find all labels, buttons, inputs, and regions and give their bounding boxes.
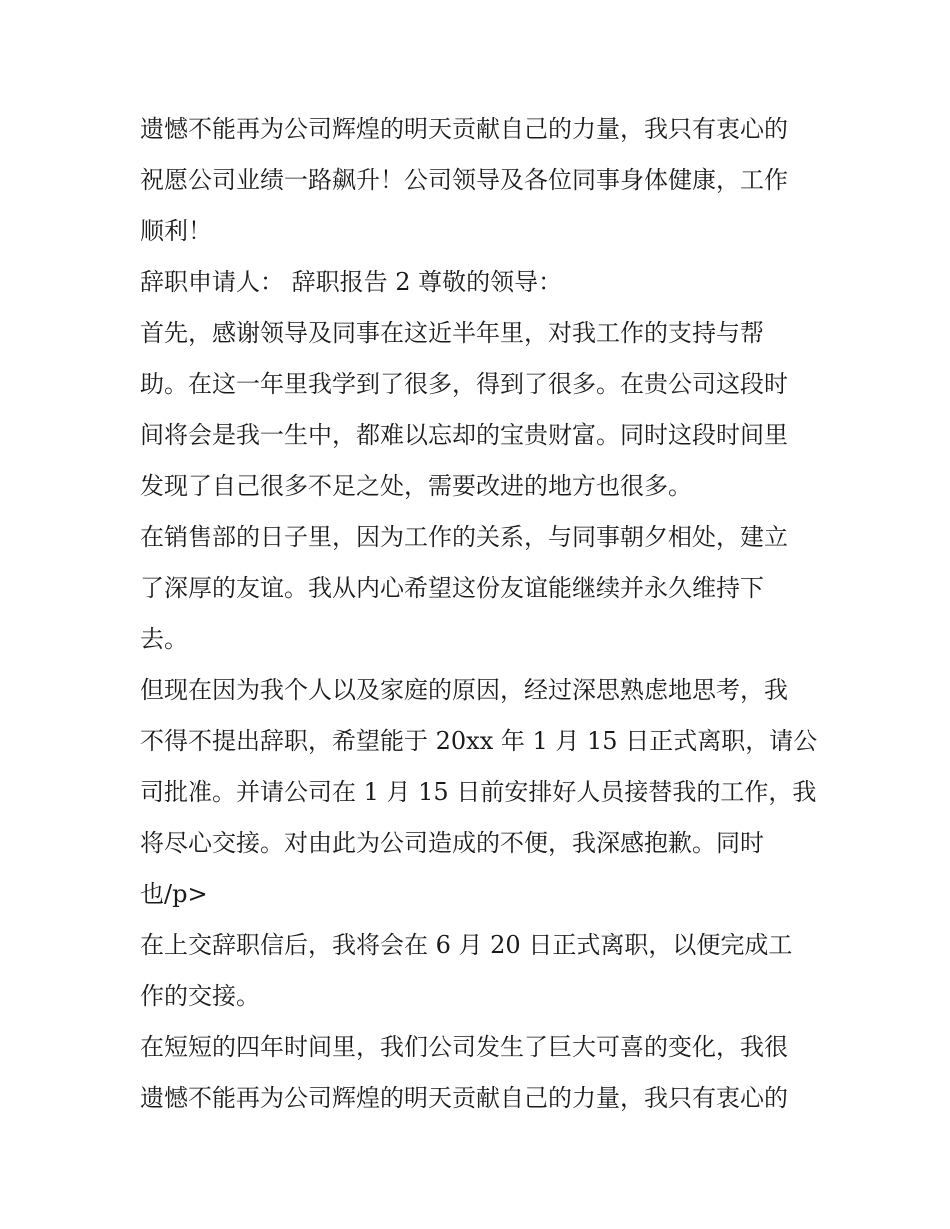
text-line: 在短短的四年时间里，我们公司发生了巨大可喜的变化，我很 <box>140 1033 788 1061</box>
text-line: 但现在因为我个人以及家庭的原因，经过深思熟虑地思考，我 <box>140 676 788 704</box>
paragraph-handover <box>140 920 820 1022</box>
text-line: 不得不提出辞职，希望能于 20xx 年 1 月 15 日正式离职，请公 <box>140 727 818 755</box>
text-line: 将尽心交接。对由此为公司造成的不便，我深感抱歉。同时 <box>140 829 764 857</box>
text-line: 在销售部的日子里，因为工作的关系，与同事朝夕相处，建立 <box>140 523 788 551</box>
paragraph-company-change <box>140 1022 820 1124</box>
text-line: 司批准。并请公司在 1 月 15 日前安排好人员接替我的工作，我 <box>140 778 817 806</box>
text-line: 在上交辞职信后，我将会在 6 月 20 日正式离职，以便完成工 <box>140 931 793 959</box>
paragraph-closing-wishes <box>140 104 820 257</box>
text-line: 祝愿公司业绩一路飙升！公司领导及各位同事身体健康，工作 <box>140 166 788 194</box>
paragraph-friendship <box>140 512 820 665</box>
paragraph-thanks <box>140 308 820 512</box>
text-line: 顺利！ <box>140 217 212 245</box>
text-line: 遗憾不能再为公司辉煌的明天贡献自己的力量，我只有衷心的 <box>140 1084 788 1112</box>
paragraph-signature-heading <box>140 257 820 308</box>
text-line: 间将会是我一生中，都难以忘却的宝贵财富。同时这段时间里 <box>140 421 788 449</box>
text-line: 辞职申请人： 辞职报告 2 尊敬的领导： <box>140 268 563 296</box>
text-line: 首先，感谢领导及同事在这近半年里，对我工作的支持与帮 <box>140 319 764 347</box>
text-line: 了深厚的友谊。我从内心希望这份友谊能继续并永久维持下 <box>140 574 764 602</box>
text-line: 去。 <box>140 625 188 653</box>
document-body <box>140 104 820 1124</box>
text-line: 作的交接。 <box>140 982 260 1010</box>
text-line: 遗憾不能再为公司辉煌的明天贡献自己的力量，我只有衷心的 <box>140 115 788 143</box>
text-line: 发现了自己很多不足之处，需要改进的地方也很多。 <box>140 472 692 500</box>
text-line: 也/p> <box>140 880 208 908</box>
paragraph-resignation-reason <box>140 665 820 920</box>
text-line: 助。在这一年里我学到了很多，得到了很多。在贵公司这段时 <box>140 370 788 398</box>
